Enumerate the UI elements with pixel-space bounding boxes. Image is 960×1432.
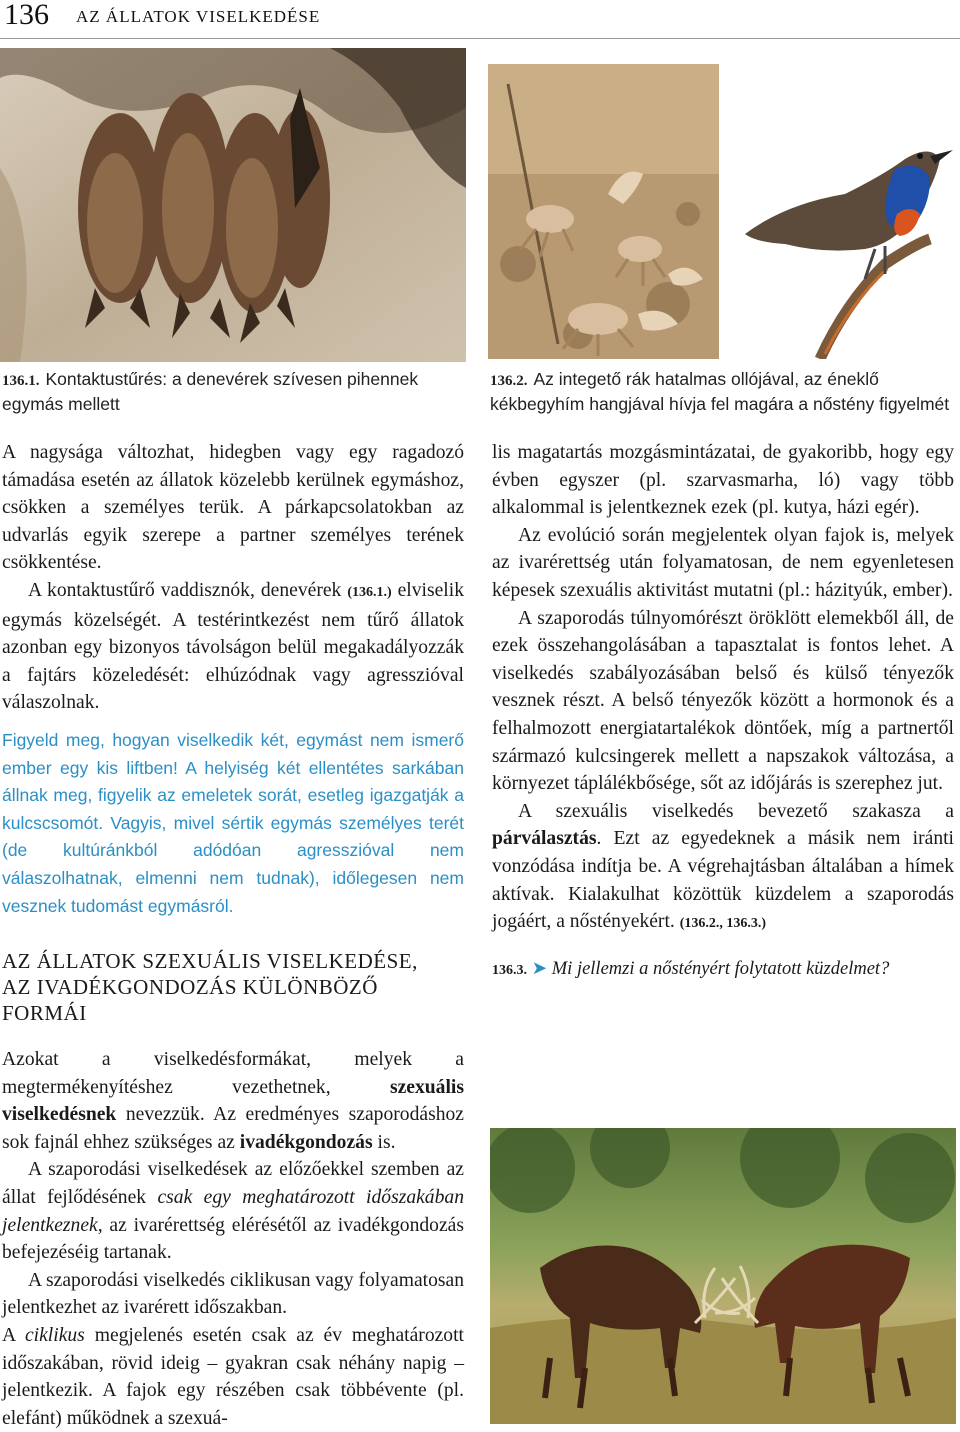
right-column bbox=[492, 439, 954, 984]
paragraph bbox=[492, 798, 954, 938]
figure-reference: (136.2., 136.3.) bbox=[679, 916, 767, 932]
left-column bbox=[2, 439, 464, 1432]
italic-term: ciklikus bbox=[24, 1325, 85, 1347]
italic-term: csak egy meghatározott időszakában jelentkeznek, bbox=[2, 1187, 464, 1236]
bold-term: szexuális viselkedésnek bbox=[2, 1076, 464, 1126]
caption-text: Kontaktustűrés: a denevérek szívesen pihennek egymás mellett bbox=[2, 369, 419, 414]
paragraph bbox=[2, 577, 464, 717]
text: A szaporodási viselkedések az előzőekkel szemben az állat fejlődésének bbox=[2, 1159, 464, 1209]
heading-line: AZ IVADÉKGONDOZÁS KÜLÖNBÖZŐ bbox=[2, 975, 378, 1000]
fiddler-crab-photo bbox=[488, 64, 719, 359]
observation-note: Figyeld meg, hogyan viselkedik két, egymást nem ismerő ember egy kis liftben! A helyiség két ellentétes sarkában állnak meg, figyelik az emeletek sorát, esetleg igazgatják a kulcscsomót. Vagyis, mivel sértik egymás személyes terét (de kultúránkból adódóan agresszióval nem válaszolhatnak, elmenni nem tudnak), időlegesen nem vesznek tudomást egymásról. bbox=[2, 729, 464, 916]
section-heading bbox=[2, 948, 464, 1026]
figure-number: 136.2. bbox=[490, 373, 528, 389]
bats-photo bbox=[0, 48, 466, 362]
paragraph: lis magatartás mozgásmintázatai, de gyakoribb, hogy egy évben egyszer (pl. szarvasmarha, ló) vagy több alkalommal is jelentkeznek ezek (pl. kutya, házi egér). bbox=[492, 442, 954, 519]
paragraph bbox=[2, 1156, 464, 1266]
bold-term: ivadékgondozás bbox=[239, 1131, 373, 1153]
question bbox=[492, 956, 954, 985]
figure-reference: (136.1.) bbox=[347, 584, 392, 600]
bold-term: párválasztás bbox=[492, 828, 597, 850]
text: A kontaktustűrő vaddisznók, denevérek bbox=[28, 579, 342, 601]
paragraph bbox=[2, 1046, 464, 1156]
text: az ivarérettség elérésétől az ivadékgondozás befejezéséig tartanak. bbox=[2, 1214, 464, 1264]
question-number: 136.3. bbox=[492, 962, 527, 978]
arrow-icon: ➤ bbox=[531, 958, 548, 979]
red-deer-fight-photo bbox=[490, 1128, 956, 1424]
figure-caption-136-1 bbox=[2, 368, 462, 416]
figure-caption-136-2 bbox=[490, 368, 956, 416]
paragraph: A szaporodás túlnyomórészt öröklött elemekből áll, de ezek összehangolásában a tapasztalat is fontos lehet. A viselkedés szabályozásában belső és külső tényezők vesznek részt. A belső tényezők között a hormonok és a felhalmozott energiatartalékok döntőek, míg a partnertől származó kulcsingerek mellett a napszakok változása, a környezet táplálékbősége, sőt az időjárás is szerephez jut. bbox=[492, 607, 954, 795]
caption-text: Az integető rák hatalmas ollójával, az éneklő kékbegyhím hangjával hívja fel magára a nőstény figyelmét bbox=[490, 369, 950, 414]
running-title: AZ ÁLLATOK VISELKEDÉSE bbox=[76, 7, 321, 26]
heading-line: FORMÁI bbox=[2, 1001, 87, 1026]
text: megjelenés esetén csak az év meghatározott időszakában, rövid ideig – gyakran csak néhány napig – jelentkezik. A fajok egy részében csak többévente (pl. elefánt) működnek a szexuá- bbox=[2, 1325, 464, 1429]
figure-number: 136.1. bbox=[2, 373, 40, 389]
text: A bbox=[2, 1325, 16, 1347]
text: Azokat a viselkedésformákat, melyek a megtermékenyítéshez vezethetnek, bbox=[2, 1049, 464, 1098]
paragraph bbox=[2, 1322, 464, 1432]
paragraph: Az evolúció során megjelentek olyan fajok is, melyek az ivarérettség után folyamatosan, de nem egyenletesen képesek szexuális aktivitást mutatni (pl.: házityúk, ember). bbox=[492, 524, 954, 601]
page-number: 136 bbox=[4, 0, 49, 31]
paragraph: A szaporodási viselkedés ciklikusan vagy folyamatosan jelentkezhet az ivarérett időszakban. bbox=[2, 1269, 464, 1319]
question-text: Mi jellemzi a nőstényért folytatott küzdelmet? bbox=[551, 958, 890, 979]
page-header bbox=[0, 0, 960, 39]
text: is. bbox=[377, 1131, 396, 1153]
text: nevezzük. Az eredményes szaporodáshoz sok fajnál ehhez szükséges az bbox=[2, 1104, 464, 1153]
text: elviselik egymás közelségét. A testérintkezést nem tűrő állatok azonban egy bizonyos távolságon belül megakadályozzák a fajtárs közeledését: elhúzódnak vagy agresszióval válaszolnak. bbox=[2, 579, 464, 714]
paragraph: A nagysága változhat, hidegben vagy egy ragadozó támadása esetén az állatok közelebb kerülnek egymáshoz, csökken a személyes terük. A párkapcsolatokban az udvarlás egyik szerepe a partner személyes terének csökkentése. bbox=[2, 442, 464, 574]
text: A szexuális viselkedés bevezető szakasza a bbox=[518, 800, 954, 822]
text: . Ezt az egyedeknek a másik nem iránti vonzódása indítja be. A végrehajtásban általában a hímek aktívak. Kialakulhat közöttük küzdelem a szaporodás jogáért, a nőstényekért. bbox=[492, 828, 954, 933]
heading-line: AZ ÁLLATOK SZEXUÁLIS VISELKEDÉSE, bbox=[2, 949, 418, 974]
bluethroat-photo bbox=[725, 64, 955, 359]
